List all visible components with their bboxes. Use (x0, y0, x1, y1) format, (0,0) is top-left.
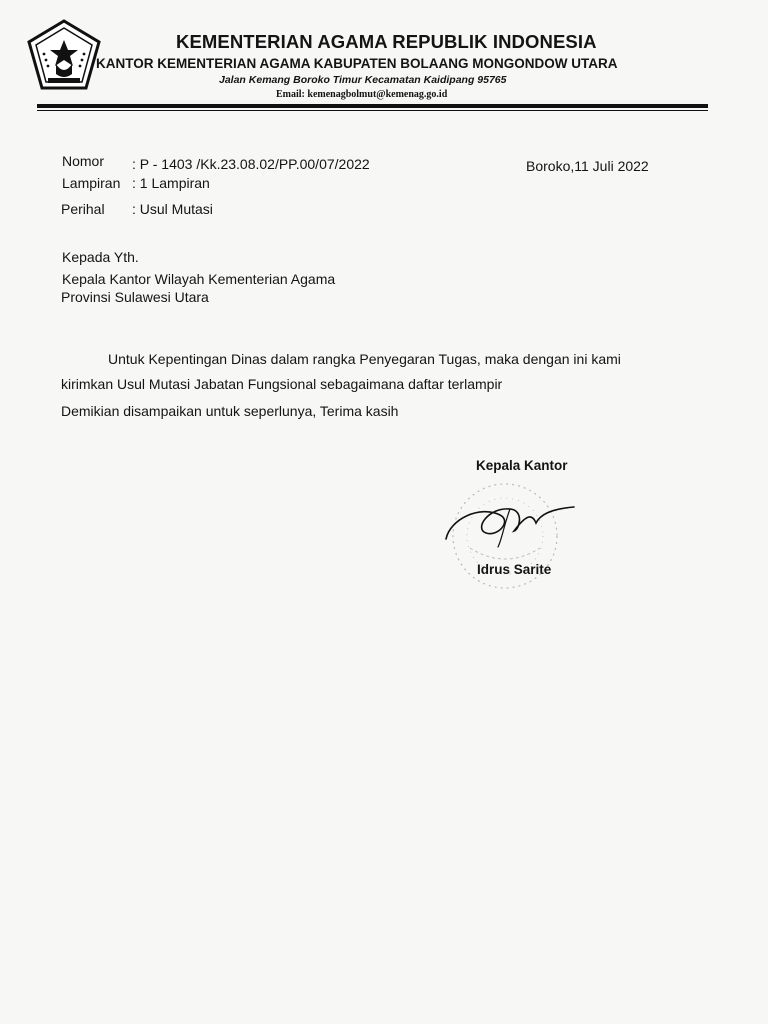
recipient-office: Kepala Kantor Wilayah Kementerian Agama (62, 271, 336, 287)
recipient-province: Provinsi Sulawesi Utara (61, 289, 209, 305)
letterhead-rule-thick (37, 104, 708, 108)
body-paragraph-line1: Untuk Kepentingan Dinas dalam rangka Penyegaran Tugas, maka dengan ini kami (108, 351, 621, 367)
letterhead-rule-thin (37, 110, 708, 111)
office-email: Email: kemenagbolmut@kemenag.go.id (276, 89, 448, 100)
perihal-value: : Usul Mutasi (132, 201, 213, 217)
nomor-label: Nomor (62, 153, 105, 169)
closing-sentence: Demikian disampaikan untuk seperlunya, Terima kasih (61, 403, 399, 419)
handwritten-signature-icon (440, 495, 580, 555)
signatory-title: Kepala Kantor (476, 458, 568, 473)
office-title: KANTOR KEMENTERIAN AGAMA KABUPATEN BOLAANG MONGONDOW UTARA (96, 56, 618, 71)
office-address: Jalan Kemang Boroko Timur Kecamatan Kaidipang 95765 (219, 74, 507, 86)
nomor-value: : P - 1403 /Kk.23.08.02/PP.00/07/2022 (132, 156, 370, 172)
lampiran-value: : 1 Lampiran (132, 175, 210, 191)
signatory-name: Idrus Sarite (477, 562, 552, 577)
lampiran-label: Lampiran (62, 175, 121, 191)
ministry-emblem-icon (26, 18, 102, 94)
body-paragraph-line2: kirimkan Usul Mutasi Jabatan Fungsional sebagaimana daftar terlampir (61, 376, 503, 392)
recipient-salutation: Kepada Yth. (62, 249, 139, 265)
ministry-title: KEMENTERIAN AGAMA REPUBLIK INDONESIA (176, 31, 597, 52)
perihal-label: Perihal (61, 201, 105, 217)
place-date: Boroko,11 Juli 2022 (526, 158, 649, 174)
